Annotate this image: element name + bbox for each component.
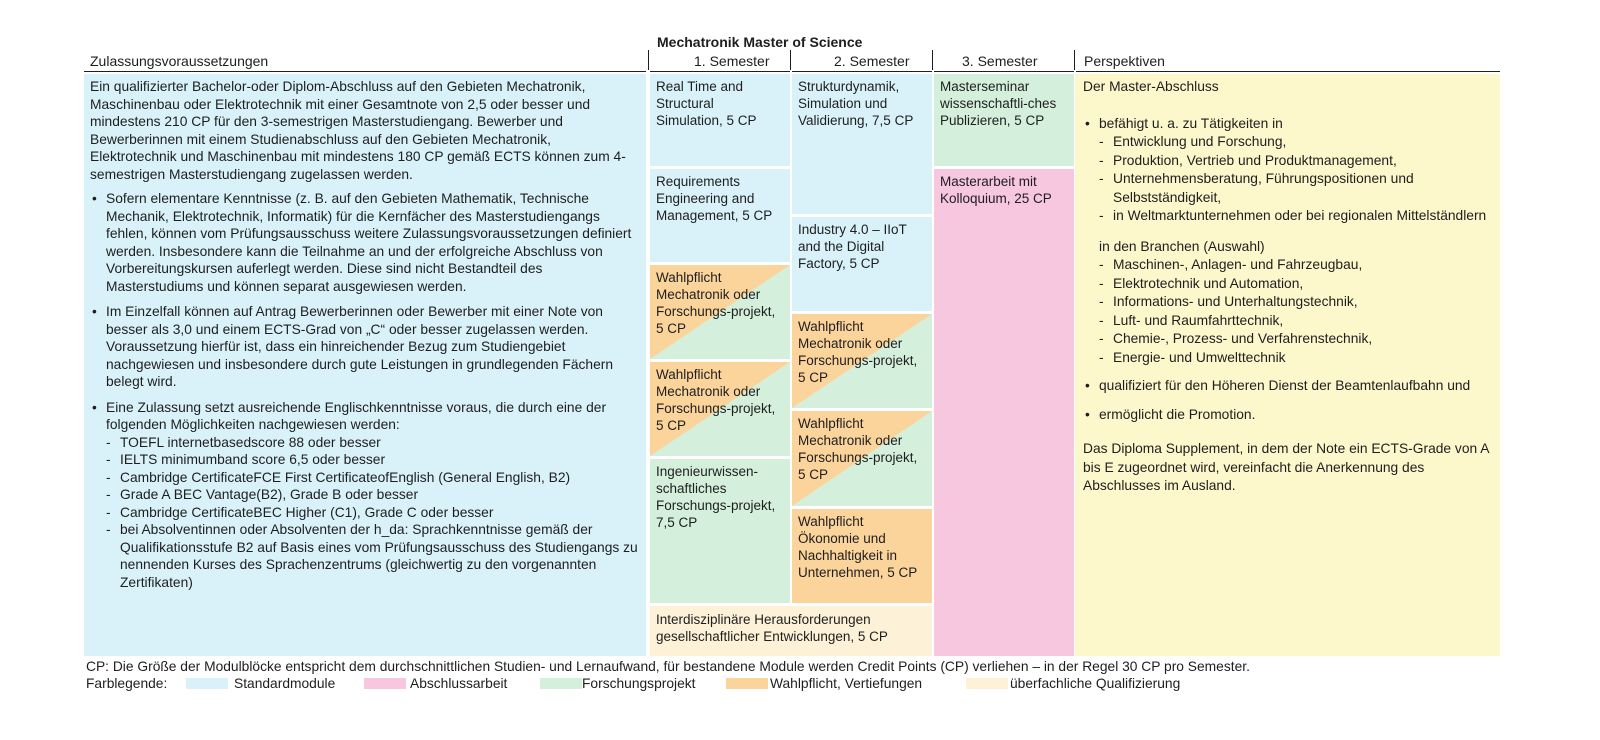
english-option: - Grade A BEC Vantage(B2), Grade B oder besser bbox=[106, 487, 419, 502]
perspectives-bullet: • befähigt u. a. zu Tätigkeiten in bbox=[1083, 115, 1492, 134]
module-sem1-real-time: Real Time and Structural Simulation, 5 CP bbox=[650, 74, 790, 166]
header-separator bbox=[790, 50, 791, 70]
module-sem1-requirements: Requirements Engineering and Management, 5 CP bbox=[650, 169, 790, 262]
admission-bullet-text: Im Einzelfall können auf Antrag Bewerberinnen oder Bewerber mit einer Note von besser als 3,0 und einem ECTS-Grad von „C“ oder besser zugelassen werden. Voraussetzung hierfür ist, dass ein hinreichender Bezug zum Studiengebiet nachgewiesen und insbesondere durch gute Leistungen in grundlegenden Fächern belegt wird. bbox=[106, 304, 614, 389]
sector-item: - Chemie-, Prozess- und Verfahrenstechnik, bbox=[1099, 331, 1373, 346]
admission-bullet-text: Eine Zulassung setzt ausreichende Englischkenntnisse voraus, die durch eine der folgenden Möglichkeiten nachgewiesen werden: bbox=[106, 399, 607, 432]
header-rule bbox=[84, 71, 646, 72]
header-rule bbox=[1076, 71, 1500, 72]
sectors-label: in den Branchen (Auswahl) bbox=[1099, 238, 1265, 254]
activity-item: - Produktion, Vertrieb und Produktmanagement, bbox=[1099, 152, 1397, 168]
bullet-icon: • bbox=[92, 191, 97, 206]
admission-bullet-text: Sofern elementare Kenntnisse (z. B. auf den Gebieten Mathematik, Technische Mechanik, Elektrotechnik, Informatik) für die Kernfächer des Masterstudiengangs fehlen, können vom Prüfungsausschuss weitere Zulassungsvoraussetzungen definiert werden. Insbesondere kann die Teilnahme an und der erfolgreiche Abschluss von Vorbereitungskursen auferlegt werden. Diese sind nicht Bestandteil des Masterstudiums und können separat ausgewiesen werden. bbox=[106, 191, 632, 294]
legend-swatch-elective bbox=[726, 678, 768, 689]
header-rule bbox=[934, 71, 1074, 72]
activity-item: - Entwicklung und Forschung, bbox=[1099, 134, 1287, 149]
header-separator bbox=[648, 50, 649, 70]
module-sem3-masterseminar: Masterseminar wissenschaftli-ches Publizieren, 5 CP bbox=[934, 74, 1074, 166]
module-sem3-masterarbeit: Masterarbeit mit Kolloquium, 25 CP bbox=[934, 169, 1074, 656]
header-rule bbox=[650, 71, 790, 72]
admission-bullet bbox=[90, 399, 640, 592]
header-semester-1: 1. Semester bbox=[694, 53, 770, 69]
sector-item: - Elektrotechnik und Automation, bbox=[1099, 275, 1304, 291]
bullet-icon: • bbox=[92, 304, 97, 319]
program-title: Mechatronik Master of Science bbox=[657, 34, 863, 50]
sector-item: - Luft- und Raumfahrttechnik, bbox=[1099, 312, 1284, 328]
perspectives-bullet: • qualifiziert für den Höheren Dienst der Beamtenlaufbahn und bbox=[1083, 377, 1492, 396]
perspectives-panel bbox=[1075, 74, 1500, 656]
sector-item: - Energie- und Umwelttechnik bbox=[1099, 349, 1286, 365]
module-interdisciplinary: Interdisziplinäre Herausforderungen gesellschaftlicher Entwicklungen, 5 CP bbox=[650, 606, 932, 656]
perspectives-outro: Das Diploma Supplement, in dem der Note ein ECTS-Grade von A bis E zugeordnet wird, vereinfacht die Anerkennung des Abschlusses im Ausland. bbox=[1083, 441, 1489, 493]
module-sem2-strukturdynamik: Strukturdynamik, Simulation und Validierung, 7,5 CP bbox=[792, 74, 932, 214]
admission-panel bbox=[84, 74, 646, 656]
perspectives-bullet: • ermöglicht die Promotion. bbox=[1083, 406, 1492, 425]
perspectives-intro: Der Master-Abschluss bbox=[1083, 79, 1219, 94]
admission-intro: Ein qualifizierter Bachelor-oder Diplom-Abschluss auf den Gebieten Mechatronik, Maschinenbau oder Elektrotechnik mit einer Gesamtnote von 2,5 oder besser und mindestens 210 CP für den 3-semestrigen Masterstudiengang. Bewerber und Bewerberinnen mit einem Studienabschluss auf den Gebieten Mechatronik, Elektrotechnik und Maschinenbau mit mindestens 180 CP gemäß ECTS können zum 4-semestrigen Masterstudiengang zugelassen werden. bbox=[90, 79, 626, 182]
sector-item: - Informations- und Unterhaltungstechnik, bbox=[1099, 294, 1358, 309]
english-option: - IELTS minimumband score 6,5 oder besser bbox=[106, 452, 386, 467]
bullet-icon: • bbox=[1085, 378, 1090, 393]
header-semester-3: 3. Semester bbox=[962, 53, 1038, 69]
module-sem1-wahlpflicht-2: Wahlpflicht Mechatronik oder Forschungs-projekt, 5 CP bbox=[650, 362, 790, 456]
module-sem2-industry40: Industry 4.0 – IIoT and the Digital Factory, 5 CP bbox=[792, 217, 932, 311]
bullet-icon: • bbox=[92, 399, 97, 415]
activity-item: - Unternehmensberatung, Führungspositionen und Selbstständigkeit, bbox=[1099, 171, 1414, 205]
admission-bullet bbox=[90, 190, 640, 295]
bullet-icon: • bbox=[1085, 115, 1090, 131]
activity-item: - in Weltmarktunternehmen oder bei regionalen Mittelständlern bbox=[1099, 208, 1487, 223]
header-semester-2: 2. Semester bbox=[834, 53, 910, 69]
english-option: - TOEFL internetbasedscore 88 oder besser bbox=[106, 434, 381, 450]
module-sem1-research-project: Ingenieurwissen-schaftliches Forschungs-projekt, 7,5 CP bbox=[650, 459, 790, 603]
legend-swatch-standard bbox=[186, 678, 228, 689]
sector-item: - Maschinen-, Anlagen- und Fahrzeugbau, bbox=[1099, 257, 1363, 272]
english-option: - Cambridge CertificateBEC Higher (C1), Grade C oder besser bbox=[106, 504, 494, 520]
legend-label: Farblegende: bbox=[86, 676, 168, 691]
english-option: - Cambridge CertificateFCE First CertificateofEnglish (General English, B2) bbox=[106, 469, 571, 485]
legend-item-thesis: Abschlussarbeit bbox=[410, 676, 508, 691]
legend-item-interdisciplinary: überfachliche Qualifizierung bbox=[1010, 676, 1181, 691]
header-perspectives: Perspektiven bbox=[1084, 53, 1165, 69]
legend-item-elective: Wahlpflicht, Vertiefungen bbox=[770, 676, 923, 691]
cp-note: CP: Die Größe der Modulblöcke entspricht dem durchschnittlichen Studien- und Lernaufwand, für bestandene Module werden Credit Points (CP) verliehen – in der Regel 30 CP pro Semester. bbox=[86, 659, 1250, 674]
legend-item-standard: Standardmodule bbox=[234, 676, 336, 691]
header-separator bbox=[932, 50, 933, 70]
module-sem2-wahlpflicht-2: Wahlpflicht Mechatronik oder Forschungs-projekt, 5 CP bbox=[792, 411, 932, 506]
header-admission: Zulassungsvoraussetzungen bbox=[90, 53, 269, 69]
legend-item-research: Forschungsprojekt bbox=[582, 676, 696, 691]
module-sem1-wahlpflicht-1: Wahlpflicht Mechatronik oder Forschungs-projekt, 5 CP bbox=[650, 265, 790, 359]
legend-swatch-research bbox=[540, 678, 582, 689]
legend-swatch-interdisciplinary bbox=[966, 678, 1008, 689]
bullet-icon: • bbox=[1085, 406, 1090, 422]
header-separator bbox=[1074, 50, 1075, 70]
module-sem2-wahlpflicht-1: Wahlpflicht Mechatronik oder Forschungs-projekt, 5 CP bbox=[792, 314, 932, 408]
admission-bullet bbox=[90, 303, 640, 391]
module-sem2-oekonomie: Wahlpflicht Ökonomie und Nachhaltigkeit in Unternehmen, 5 CP bbox=[792, 509, 932, 603]
header-rule bbox=[792, 71, 932, 72]
english-option: - bei Absolventinnen oder Absolventen der h_da: Sprachkenntnisse gemäß der Qualifikationsstufe B2 auf Basis eines vom Prüfungsausschuss des Studiengangs zu nennenden Kurses des Sprachenzentrums (gleichwertig zu den vorgenannten Zertifikaten) bbox=[106, 522, 638, 590]
legend-swatch-thesis bbox=[364, 678, 406, 689]
